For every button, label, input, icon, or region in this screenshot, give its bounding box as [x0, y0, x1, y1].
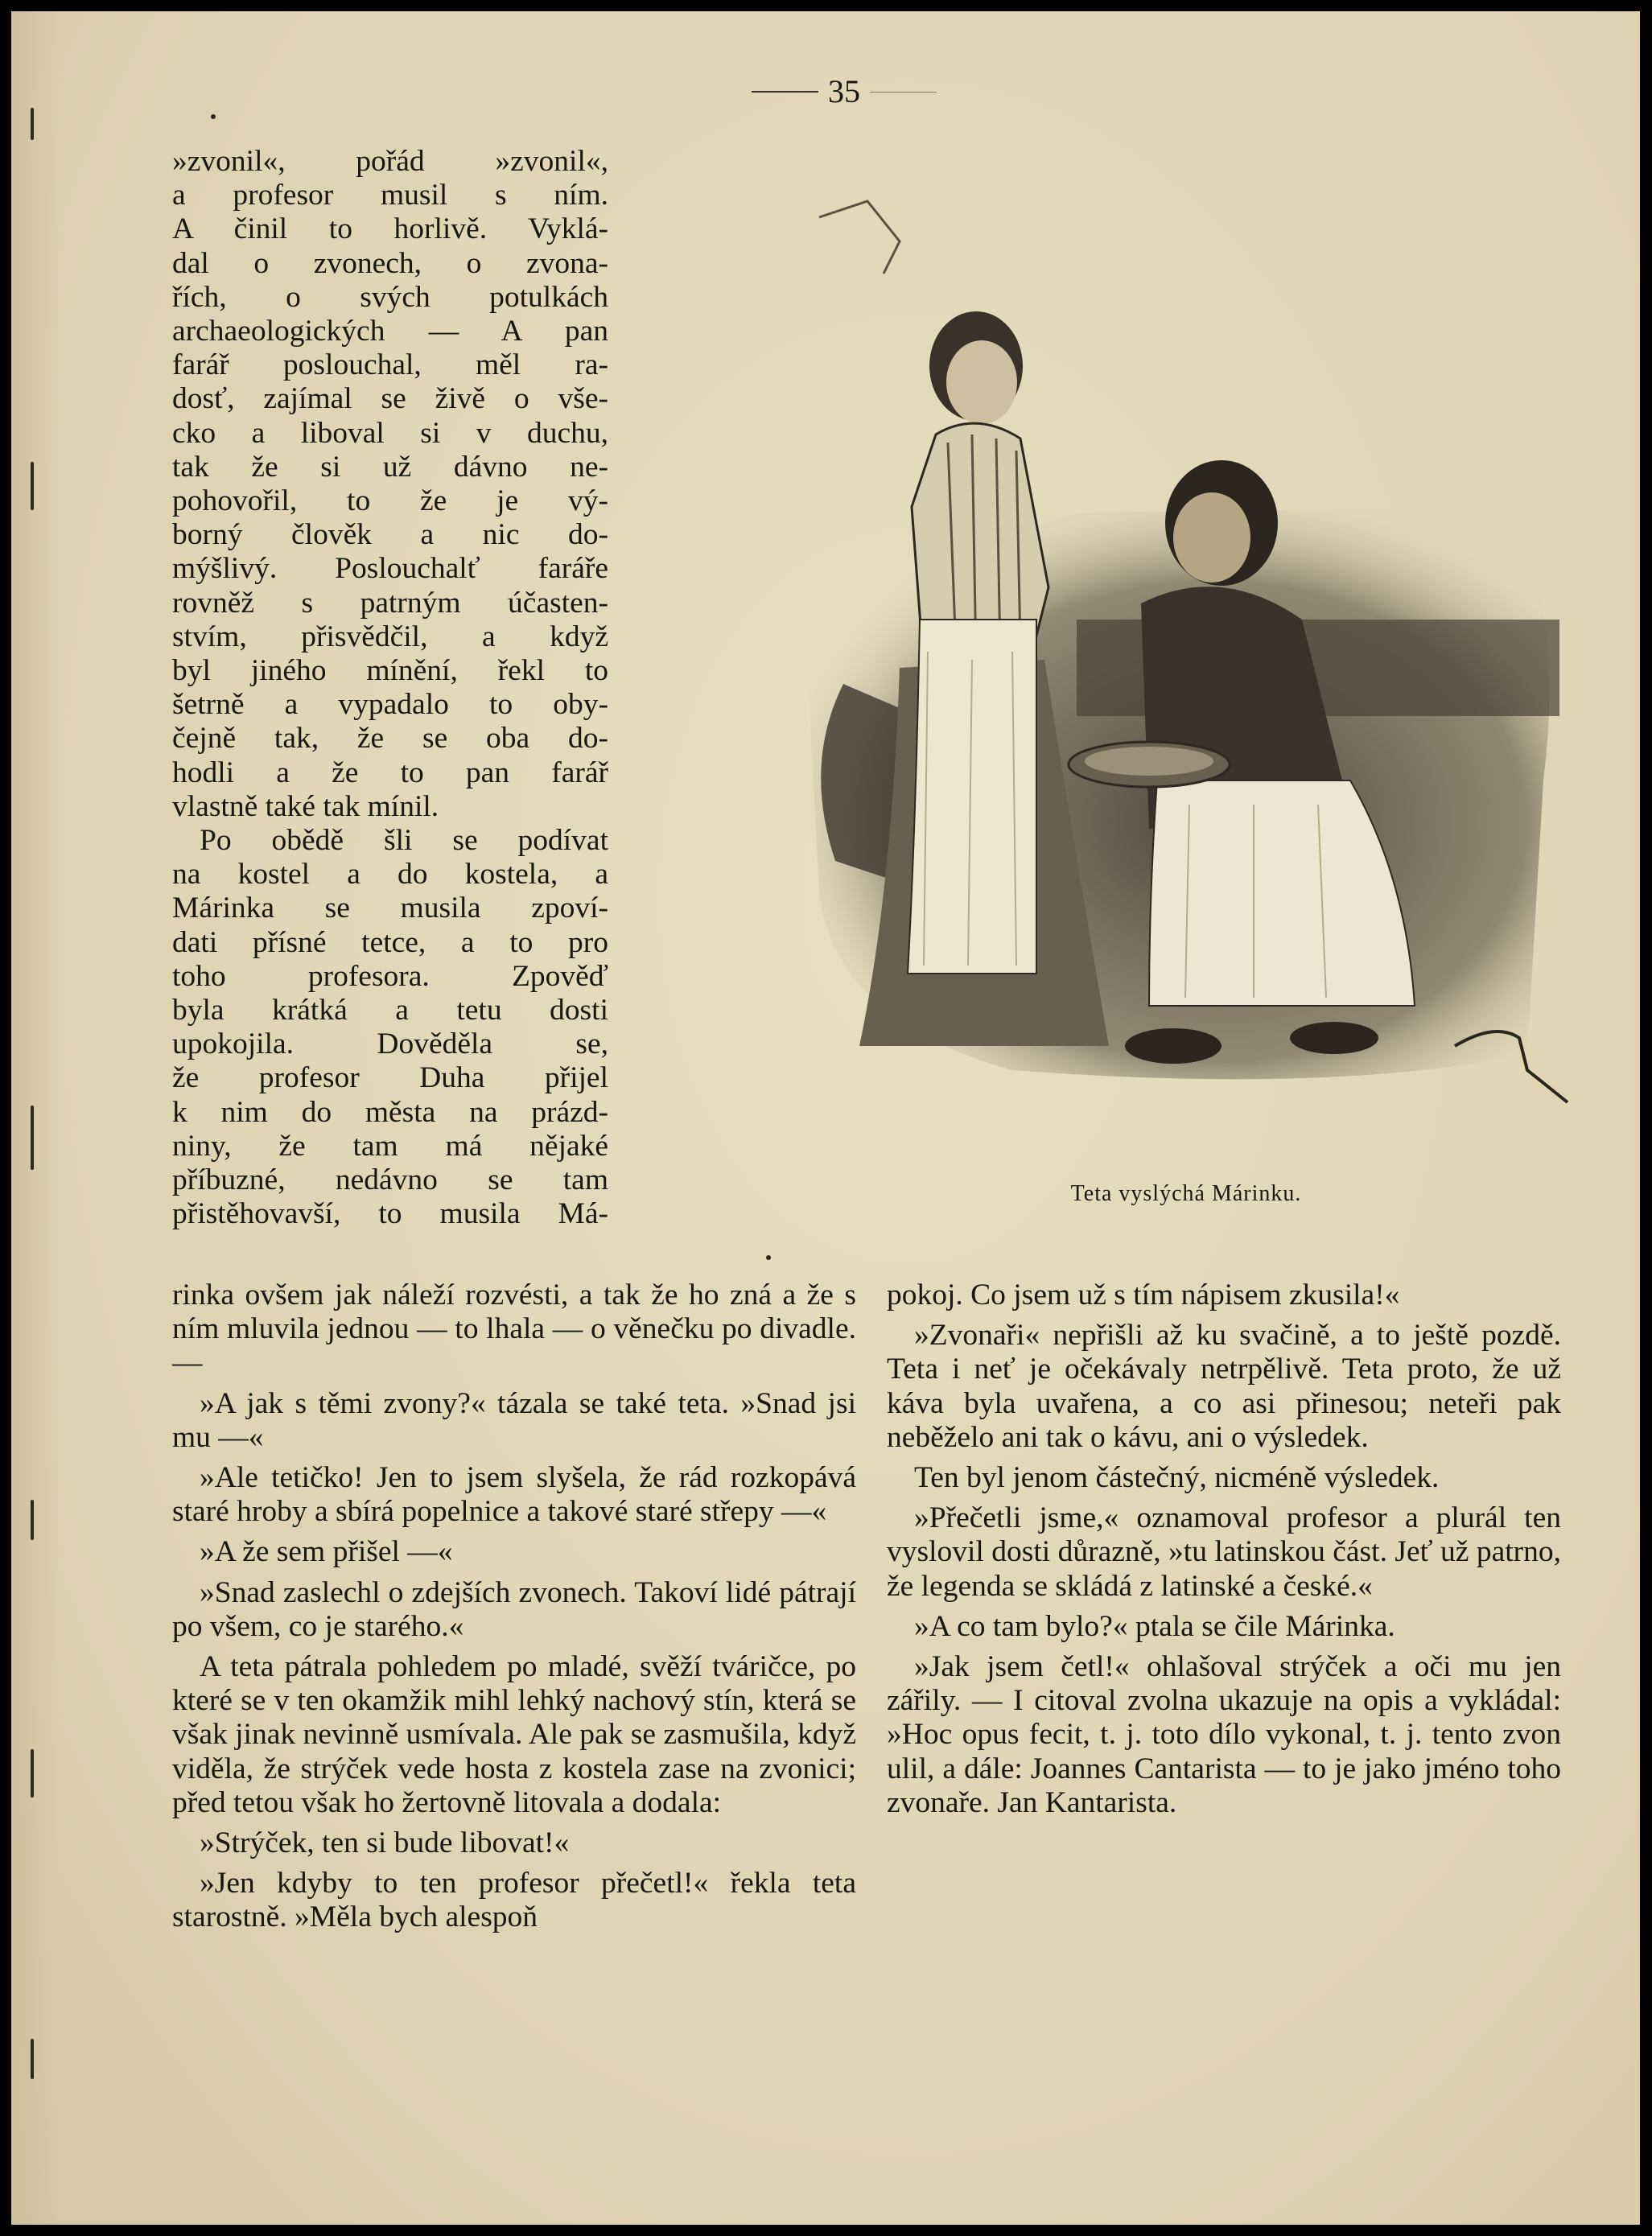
margin-mark	[31, 1106, 34, 1170]
margin-mark	[31, 108, 34, 140]
paragraph: »Snad zaslechl o zdejších zvonech. Takoví lidé pátrají po všem, co je starého.«	[172, 1575, 856, 1643]
text-line: dal o zvonech, o zvona-	[172, 246, 608, 280]
paragraph: »Zvonaři« nepřišli až ku svačině, a to ještě pozdě. Teta i neť je očekávaly netrpělivě. Teta proto, že už káva byla uvařena, a co asi přinesou; neteři pak neběželo ani tak o kávu, ani o výsledek.	[887, 1319, 1561, 1454]
text-line: cko a liboval si v duchu,	[172, 416, 608, 450]
paragraph: rinka ovšem jak náleží rozvésti, a tak že ho zná a že s ním mluvila jednou — to lhala — o věnečku po divadle. —	[172, 1279, 856, 1380]
text-line: toho profesora. Zpověď	[172, 959, 608, 993]
column-left-top	[172, 145, 608, 1232]
margin-mark	[31, 2039, 34, 2079]
text-line: a profesor musil s ním.	[172, 179, 608, 212]
paragraph: »Jen kdyby to ten profesor přečetl!« řekla teta starostně. »Měla bych alespoň	[172, 1867, 856, 1934]
column-right	[887, 1279, 1561, 1820]
text-line: řích, o svých potulkách	[172, 280, 608, 314]
paragraph: pokoj. Co jsem už s tím nápisem zkusila!«	[887, 1279, 1400, 1312]
page-header	[752, 74, 937, 109]
margin-mark	[31, 1500, 34, 1540]
header-rule-right	[870, 92, 937, 93]
text-line: čejně tak, že se oba do-	[172, 722, 608, 756]
paragraph: Ten byl jenom částečný, nicméně výsledek.	[914, 1461, 1440, 1495]
margin-mark	[31, 462, 34, 510]
text-line: »zvonil«, pořád »zvonil«,	[172, 145, 608, 178]
paragraph: »Ale tetičko! Jen to jsem slyšela, že rád rozkopává staré hroby a sbírá popelnice a takové staré střepy —«	[172, 1461, 856, 1529]
column-left-bottom	[172, 1279, 856, 1935]
paragraph: »Přečetli jsme,« oznamoval profesor a plurál ten vyslovil dosti důrazně, »tu latinskou část. Jeť už patrno, že legenda se skládá z latinské a české.«	[887, 1501, 1561, 1603]
paragraph: A teta pátrala pohledem po mladé, svěží tváričce, po které se v ten okamžik mihl lehký nachový stín, která se však jinak nevinně usmívala. Ale pak se zasmušila, když viděla, že strýček vede hosta z kostela zase na zvonici; před tetou však ho žertovně litovala a dodala:	[172, 1650, 856, 1819]
paragraph: »A že sem přišel —«	[200, 1535, 453, 1569]
paragraph: »A jak s těmi zvony?« tázala se také teta. »Snad jsi mu —«	[172, 1386, 856, 1454]
text-line: Márinka se musila zpoví-	[172, 892, 608, 925]
illustration-caption: Teta vyslýchá Márinku.	[1070, 1181, 1302, 1206]
illustration-engraving	[771, 169, 1580, 1106]
paragraph: »Jak jsem četl!« ohlašoval strýček a oči mu jen zářily. — I citoval zvolna ukazuje na opis a vykládal: »Hoc opus fecit, t. j. toto dílo vykonal, t. j. tento zvon ulil, a dále: Joannes Cantarista — to je jako jméno toho zvonaře. Jan Kantarista.	[887, 1650, 1561, 1819]
ink-speck	[211, 114, 216, 119]
text-line: vlastně také tak mínil.	[172, 789, 439, 823]
page-number: 35	[828, 73, 860, 109]
book-page	[11, 11, 1640, 2225]
text-line: dati přísné tetce, a to pro	[172, 925, 608, 959]
text-line: archaeologických — A pan	[172, 315, 608, 348]
text-line: upokojila. Dověděla se,	[172, 1027, 608, 1061]
text-line: že profesor Duha přijel	[172, 1061, 608, 1095]
text-line: farář poslouchal, měl ra-	[172, 348, 608, 382]
text-line: pohovořil, to že je vý-	[172, 484, 608, 518]
margin-mark	[31, 1749, 34, 1797]
text-line: dosť, zajímal se živě o vše-	[172, 382, 608, 416]
text-line: byla krátká a tetu dosti	[172, 994, 608, 1027]
text-line: Po obědě šli se podívat	[200, 824, 608, 858]
header-rule-left	[752, 91, 818, 93]
text-line: niny, že tam má nějaké	[172, 1129, 608, 1163]
text-line: šetrně a vypadalo to oby-	[172, 688, 608, 722]
page-edge-shadow	[11, 11, 60, 2225]
text-line: stvím, přisvědčil, a když	[172, 620, 608, 653]
text-line: přistěhovavší, to musila Má-	[172, 1197, 608, 1231]
text-line: borný člověk a nic do-	[172, 518, 608, 552]
text-line: k nim do města na prázd-	[172, 1095, 608, 1129]
paragraph: »A co tam bylo?« ptala se čile Márinka.	[914, 1609, 1395, 1643]
text-line: na kostel a do kostela, a	[172, 858, 608, 892]
text-line: příbuzné, nedávno se tam	[172, 1163, 608, 1197]
text-line: byl jiného mínění, řekl to	[172, 654, 608, 688]
text-line: rovněž s patrným účasten-	[172, 586, 608, 620]
text-line: A činil to horlivě. Vyklá-	[172, 212, 608, 246]
text-line: hodli a že to pan farář	[172, 756, 608, 789]
ink-speck	[766, 1255, 771, 1260]
text-line: mýšlivý. Poslouchalť faráře	[172, 552, 608, 586]
paragraph: »Strýček, ten si bude libovat!«	[200, 1826, 570, 1860]
text-line: tak že si už dávno ne-	[172, 450, 608, 484]
